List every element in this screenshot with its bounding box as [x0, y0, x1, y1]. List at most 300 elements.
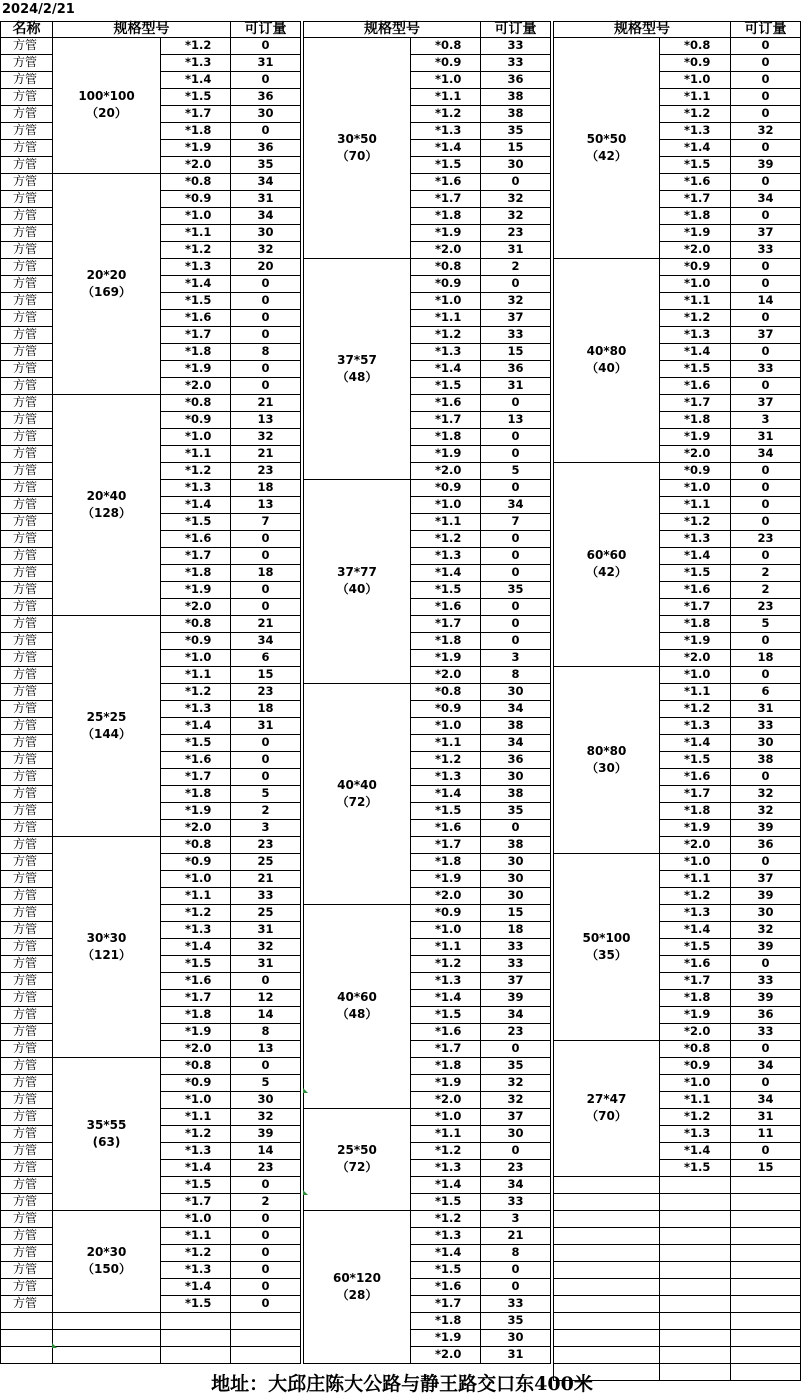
- thickness-cell: *1.1: [410, 309, 481, 327]
- quantity-cell: 0: [730, 275, 801, 293]
- spec-count: （35）: [586, 947, 627, 962]
- product-name-cell: 方管: [0, 632, 53, 650]
- product-name-cell: 方管: [0, 292, 53, 310]
- quantity-cell: 30: [230, 224, 301, 242]
- product-name-cell: 方管: [0, 428, 53, 446]
- thickness-cell: *0.9: [160, 411, 231, 429]
- thickness-cell: *1.5: [410, 581, 481, 599]
- thickness-cell: *1.9: [410, 1329, 481, 1347]
- spec-count: （40）: [586, 361, 627, 375]
- product-name-cell: 方管: [0, 751, 53, 769]
- spec-group: [553, 1312, 660, 1330]
- quantity-cell: 37: [730, 224, 801, 242]
- thickness-cell: *1.4: [410, 360, 481, 378]
- quantity-cell: 0: [230, 1261, 301, 1279]
- thickness-cell: *1.8: [410, 1312, 481, 1330]
- thickness-cell: *2.0: [410, 666, 481, 684]
- thickness-cell: *1.7: [410, 836, 481, 854]
- thickness-cell: *2.0: [410, 1346, 481, 1364]
- quantity-cell: 2: [230, 802, 301, 820]
- quantity-cell: 0: [730, 343, 801, 361]
- thickness-cell: *1.5: [659, 156, 731, 174]
- thickness-cell: *1.5: [659, 751, 731, 769]
- thickness-cell: *1.3: [160, 700, 231, 718]
- quantity-cell: 0: [480, 479, 551, 497]
- spec-size: 50*50: [586, 131, 627, 146]
- thickness-cell: *1.3: [659, 122, 731, 140]
- quantity-cell: 36: [480, 71, 551, 89]
- thickness-cell: *0.8: [659, 37, 731, 55]
- product-name-cell: 方管: [0, 870, 53, 888]
- thickness-cell: *1.2: [659, 309, 731, 327]
- quantity-cell: 15: [480, 904, 551, 922]
- quantity-cell: 0: [230, 71, 301, 89]
- thickness-cell: *1.0: [160, 207, 231, 225]
- thickness-cell: *1.3: [160, 1142, 231, 1160]
- thickness-cell: *1.5: [410, 1006, 481, 1024]
- thickness-cell: *1.0: [410, 921, 481, 939]
- spec-group: [303, 683, 411, 905]
- quantity-cell: 32: [480, 292, 551, 310]
- thickness-cell: *1.2: [659, 700, 731, 718]
- quantity-cell: 37: [480, 309, 551, 327]
- quantity-cell: 32: [230, 938, 301, 956]
- quantity-cell: 38: [730, 751, 801, 769]
- quantity-cell: 0: [730, 1142, 801, 1160]
- thickness-cell: *0.9: [410, 904, 481, 922]
- spec-count: （40）: [336, 582, 378, 596]
- spec-group: [553, 1176, 660, 1194]
- thickness-cell: *1.6: [160, 530, 231, 548]
- quantity-cell: 38: [480, 785, 551, 803]
- quantity-cell: [730, 1329, 801, 1347]
- thickness-cell: *1.2: [160, 904, 231, 922]
- header-spec: 规格型号: [553, 21, 731, 38]
- quantity-cell: 14: [230, 1142, 301, 1160]
- quantity-cell: 31: [480, 241, 551, 259]
- quantity-cell: 0: [730, 88, 801, 106]
- thickness-cell: *1.7: [160, 547, 231, 565]
- thickness-cell: *1.4: [410, 1244, 481, 1262]
- quantity-cell: 33: [480, 326, 551, 344]
- spec-group: [553, 258, 660, 463]
- thickness-cell: *1.5: [659, 938, 731, 956]
- thickness-cell: [659, 1346, 731, 1364]
- quantity-cell: 0: [230, 1176, 301, 1194]
- spec-size: 37*57: [337, 352, 377, 367]
- quantity-cell: [730, 1278, 801, 1296]
- thickness-cell: *1.9: [659, 819, 731, 837]
- quantity-cell: 15: [230, 666, 301, 684]
- spec-count: （30）: [586, 760, 627, 775]
- spec-group: [52, 1329, 161, 1347]
- thickness-cell: *1.8: [659, 411, 731, 429]
- quantity-cell: 0: [480, 394, 551, 412]
- product-name-cell: 方管: [0, 598, 53, 616]
- quantity-cell: 23: [230, 462, 301, 480]
- quantity-cell: 34: [230, 173, 301, 191]
- quantity-cell: 5: [480, 462, 551, 480]
- quantity-cell: 0: [230, 122, 301, 140]
- spec-count: （28）: [336, 1287, 378, 1302]
- quantity-cell: 0: [730, 632, 801, 650]
- thickness-cell: *1.5: [160, 1295, 231, 1313]
- thickness-cell: *1.2: [410, 326, 481, 344]
- quantity-cell: 6: [230, 649, 301, 667]
- product-name-cell: 方管: [0, 1278, 53, 1296]
- quantity-cell: 0: [730, 258, 801, 276]
- thickness-cell: *1.5: [410, 802, 481, 820]
- thickness-cell: *0.9: [659, 1057, 731, 1075]
- product-name-cell: 方管: [0, 1006, 53, 1024]
- quantity-cell: 39: [730, 989, 801, 1007]
- product-name-cell: 方管: [0, 224, 53, 242]
- sheet-date: 2024/2/21: [2, 2, 75, 17]
- spec-count: （72）: [336, 1160, 378, 1174]
- thickness-cell: *1.4: [160, 938, 231, 956]
- spec-count: （48）: [336, 1007, 378, 1021]
- quantity-cell: 32: [730, 122, 801, 140]
- thickness-cell: *2.0: [410, 887, 481, 905]
- thickness-cell: *1.5: [160, 734, 231, 752]
- cell-marker-icon: [303, 1190, 308, 1195]
- quantity-cell: 34: [730, 190, 801, 208]
- quantity-cell: 5: [230, 1074, 301, 1092]
- thickness-cell: *1.4: [160, 71, 231, 89]
- quantity-cell: 33: [230, 887, 301, 905]
- product-name-cell: 方管: [0, 836, 53, 854]
- spec-count: （42）: [586, 148, 627, 163]
- thickness-cell: *2.0: [160, 598, 231, 616]
- quantity-cell: 30: [730, 734, 801, 752]
- thickness-cell: *1.1: [659, 870, 731, 888]
- quantity-cell: 5: [230, 785, 301, 803]
- quantity-cell: 0: [730, 173, 801, 191]
- thickness-cell: *1.7: [659, 190, 731, 208]
- header-name: 名称: [0, 21, 53, 38]
- thickness-cell: *1.3: [160, 1261, 231, 1279]
- quantity-cell: 30: [480, 1125, 551, 1143]
- quantity-cell: 31: [230, 717, 301, 735]
- quantity-cell: 34: [480, 734, 551, 752]
- thickness-cell: *1.1: [160, 1108, 231, 1126]
- quantity-cell: [230, 1346, 301, 1364]
- quantity-cell: 14: [730, 292, 801, 310]
- thickness-cell: [659, 1227, 731, 1245]
- quantity-cell: 32: [480, 207, 551, 225]
- spec-size: 30*50: [337, 131, 377, 146]
- thickness-cell: *2.0: [160, 156, 231, 174]
- quantity-cell: 31: [230, 955, 301, 973]
- thickness-cell: *1.9: [410, 870, 481, 888]
- thickness-cell: *1.6: [160, 309, 231, 327]
- quantity-cell: 35: [480, 802, 551, 820]
- quantity-cell: 0: [230, 326, 301, 344]
- quantity-cell: 0: [730, 105, 801, 123]
- thickness-cell: *1.5: [410, 377, 481, 395]
- thickness-cell: *1.4: [410, 139, 481, 157]
- address-footer: 地址：大邱庄陈大公路与静王路交口东400米: [211, 1373, 593, 1395]
- quantity-cell: 32: [480, 1091, 551, 1109]
- thickness-cell: *1.3: [659, 717, 731, 735]
- quantity-cell: 25: [230, 904, 301, 922]
- thickness-cell: *1.7: [160, 326, 231, 344]
- thickness-cell: *1.9: [410, 1074, 481, 1092]
- spec-count: （70）: [586, 1109, 627, 1123]
- spec-group: [52, 37, 161, 174]
- quantity-cell: 13: [230, 496, 301, 514]
- product-name-cell: 方管: [0, 241, 53, 259]
- thickness-cell: *1.5: [410, 1193, 481, 1211]
- thickness-cell: *1.1: [410, 938, 481, 956]
- quantity-cell: 39: [480, 989, 551, 1007]
- thickness-cell: *1.0: [659, 853, 731, 871]
- thickness-cell: *1.6: [410, 819, 481, 837]
- thickness-cell: *1.3: [410, 122, 481, 140]
- quantity-cell: 0: [730, 853, 801, 871]
- thickness-cell: *1.9: [160, 802, 231, 820]
- quantity-cell: 30: [480, 853, 551, 871]
- product-name-cell: 方管: [0, 547, 53, 565]
- thickness-cell: *1.4: [160, 496, 231, 514]
- thickness-cell: *1.0: [160, 870, 231, 888]
- thickness-cell: *1.4: [160, 1278, 231, 1296]
- thickness-cell: *1.9: [659, 224, 731, 242]
- quantity-cell: [730, 1346, 801, 1364]
- thickness-cell: *1.4: [659, 734, 731, 752]
- quantity-cell: 18: [730, 649, 801, 667]
- quantity-cell: 0: [730, 377, 801, 395]
- header-qty: 可订量: [480, 21, 551, 38]
- quantity-cell: 21: [230, 615, 301, 633]
- thickness-cell: *1.7: [659, 394, 731, 412]
- quantity-cell: 30: [480, 870, 551, 888]
- thickness-cell: *1.9: [160, 139, 231, 157]
- thickness-cell: *1.9: [160, 1023, 231, 1041]
- thickness-cell: *1.6: [410, 173, 481, 191]
- product-name-cell: 方管: [0, 1040, 53, 1058]
- quantity-cell: 0: [730, 955, 801, 973]
- quantity-cell: 23: [730, 598, 801, 616]
- quantity-cell: [230, 1329, 301, 1347]
- quantity-cell: 0: [480, 598, 551, 616]
- thickness-cell: *1.6: [410, 1023, 481, 1041]
- thickness-cell: *0.8: [659, 1040, 731, 1058]
- product-name-cell: 方管: [0, 394, 53, 412]
- spec-count: （70）: [336, 148, 378, 163]
- thickness-cell: *1.8: [659, 989, 731, 1007]
- spec-count: （20）: [86, 106, 127, 120]
- quantity-cell: 37: [730, 326, 801, 344]
- product-name-cell: 方管: [0, 360, 53, 378]
- spec-size: 40*80: [586, 344, 627, 358]
- spec-count: （144）: [81, 726, 132, 741]
- quantity-cell: 32: [480, 1074, 551, 1092]
- product-name-cell: 方管: [0, 581, 53, 599]
- quantity-cell: 23: [730, 530, 801, 548]
- thickness-cell: [659, 1278, 731, 1296]
- quantity-cell: 38: [480, 836, 551, 854]
- quantity-cell: 34: [730, 1057, 801, 1075]
- thickness-cell: *1.5: [659, 1159, 731, 1177]
- thickness-cell: *1.7: [160, 989, 231, 1007]
- thickness-cell: *1.9: [410, 445, 481, 463]
- thickness-cell: *2.0: [659, 1023, 731, 1041]
- spec-group: [553, 37, 660, 259]
- quantity-cell: 38: [480, 88, 551, 106]
- quantity-cell: [730, 1227, 801, 1245]
- header-spec: 规格型号: [52, 21, 231, 38]
- spec-group: [303, 258, 411, 480]
- thickness-cell: *1.8: [160, 785, 231, 803]
- thickness-cell: *1.3: [659, 530, 731, 548]
- thickness-cell: *1.9: [410, 224, 481, 242]
- thickness-cell: *1.0: [410, 71, 481, 89]
- thickness-cell: *1.7: [410, 615, 481, 633]
- thickness-cell: *1.8: [160, 1006, 231, 1024]
- product-name-cell: 方管: [0, 513, 53, 531]
- thickness-cell: *2.0: [659, 445, 731, 463]
- quantity-cell: 39: [730, 156, 801, 174]
- quantity-cell: 5: [730, 615, 801, 633]
- thickness-cell: *1.8: [410, 428, 481, 446]
- thickness-cell: *0.9: [659, 54, 731, 72]
- quantity-cell: 0: [730, 479, 801, 497]
- thickness-cell: *1.7: [659, 972, 731, 990]
- thickness-cell: *0.8: [410, 258, 481, 276]
- thickness-cell: *2.0: [659, 241, 731, 259]
- quantity-cell: 31: [230, 921, 301, 939]
- quantity-cell: 3: [230, 819, 301, 837]
- thickness-cell: *1.2: [410, 955, 481, 973]
- thickness-cell: *1.3: [160, 479, 231, 497]
- thickness-cell: *1.3: [659, 904, 731, 922]
- quantity-cell: 3: [730, 411, 801, 429]
- quantity-cell: 23: [480, 1159, 551, 1177]
- product-name-cell: [0, 1346, 53, 1364]
- quantity-cell: 0: [730, 309, 801, 327]
- spec-group: [52, 394, 161, 616]
- spec-group: [52, 1346, 161, 1364]
- thickness-cell: *1.6: [410, 394, 481, 412]
- thickness-cell: *1.1: [659, 683, 731, 701]
- product-name-cell: 方管: [0, 1159, 53, 1177]
- product-name-cell: 方管: [0, 1227, 53, 1245]
- quantity-cell: 0: [230, 734, 301, 752]
- quantity-cell: 0: [480, 428, 551, 446]
- thickness-cell: *1.9: [659, 1006, 731, 1024]
- product-name-cell: 方管: [0, 1142, 53, 1160]
- product-name-cell: 方管: [0, 853, 53, 871]
- product-name-cell: 方管: [0, 972, 53, 990]
- quantity-cell: 2: [230, 1193, 301, 1211]
- quantity-cell: 21: [230, 870, 301, 888]
- thickness-cell: *1.2: [160, 683, 231, 701]
- thickness-cell: *1.8: [160, 122, 231, 140]
- spec-count: （128）: [81, 505, 132, 520]
- quantity-cell: 34: [230, 207, 301, 225]
- spec-group: [553, 1227, 660, 1245]
- thickness-cell: *2.0: [160, 1040, 231, 1058]
- quantity-cell: 33: [480, 938, 551, 956]
- product-name-cell: 方管: [0, 173, 53, 191]
- quantity-cell: 0: [230, 377, 301, 395]
- thickness-cell: *1.4: [160, 275, 231, 293]
- product-name-cell: 方管: [0, 309, 53, 327]
- quantity-cell: [730, 1244, 801, 1262]
- quantity-cell: 18: [230, 564, 301, 582]
- spec-group: [553, 1329, 660, 1347]
- quantity-cell: 0: [230, 751, 301, 769]
- thickness-cell: [160, 1346, 231, 1364]
- quantity-cell: 32: [480, 190, 551, 208]
- quantity-cell: 39: [730, 819, 801, 837]
- product-name-cell: 方管: [0, 377, 53, 395]
- quantity-cell: 13: [230, 1040, 301, 1058]
- product-name-cell: 方管: [0, 1261, 53, 1279]
- spec-size: 30*30: [86, 930, 127, 945]
- quantity-cell: 33: [730, 241, 801, 259]
- thickness-cell: [160, 1312, 231, 1330]
- spec-size: 60*120: [332, 1270, 382, 1285]
- quantity-cell: 30: [480, 683, 551, 701]
- thickness-cell: *1.5: [659, 564, 731, 582]
- thickness-cell: *1.8: [659, 802, 731, 820]
- quantity-cell: 35: [480, 581, 551, 599]
- thickness-cell: *1.3: [659, 326, 731, 344]
- spec-group: [52, 1210, 161, 1313]
- quantity-cell: 0: [480, 1278, 551, 1296]
- product-name-cell: 方管: [0, 700, 53, 718]
- quantity-cell: 0: [230, 1244, 301, 1262]
- quantity-cell: 39: [730, 887, 801, 905]
- thickness-cell: *1.7: [160, 1193, 231, 1211]
- quantity-cell: 0: [230, 768, 301, 786]
- quantity-cell: 31: [480, 1346, 551, 1364]
- quantity-cell: 23: [230, 1159, 301, 1177]
- quantity-cell: 31: [480, 377, 551, 395]
- product-name-cell: 方管: [0, 1244, 53, 1262]
- product-name-cell: 方管: [0, 1125, 53, 1143]
- product-name-cell: 方管: [0, 1023, 53, 1041]
- product-name-cell: 方管: [0, 496, 53, 514]
- thickness-cell: *1.0: [659, 666, 731, 684]
- thickness-cell: *1.2: [410, 1142, 481, 1160]
- product-name-cell: 方管: [0, 955, 53, 973]
- spec-size: 50*100: [582, 930, 631, 945]
- quantity-cell: 7: [230, 513, 301, 531]
- quantity-cell: 0: [730, 54, 801, 72]
- spec-group: [303, 37, 411, 259]
- product-name-cell: 方管: [0, 411, 53, 429]
- quantity-cell: 34: [480, 1176, 551, 1194]
- product-name-cell: 方管: [0, 37, 53, 55]
- thickness-cell: *1.4: [160, 717, 231, 735]
- thickness-cell: *1.2: [160, 37, 231, 55]
- thickness-cell: *1.2: [160, 1244, 231, 1262]
- quantity-cell: 35: [480, 1057, 551, 1075]
- thickness-cell: [160, 1329, 231, 1347]
- quantity-cell: [730, 1295, 801, 1313]
- thickness-cell: *0.8: [160, 1057, 231, 1075]
- thickness-cell: *1.0: [659, 479, 731, 497]
- quantity-cell: 0: [480, 445, 551, 463]
- product-name-cell: 方管: [0, 904, 53, 922]
- thickness-cell: *1.1: [160, 224, 231, 242]
- product-name-cell: 方管: [0, 666, 53, 684]
- quantity-cell: 0: [480, 615, 551, 633]
- quantity-cell: 37: [480, 1108, 551, 1126]
